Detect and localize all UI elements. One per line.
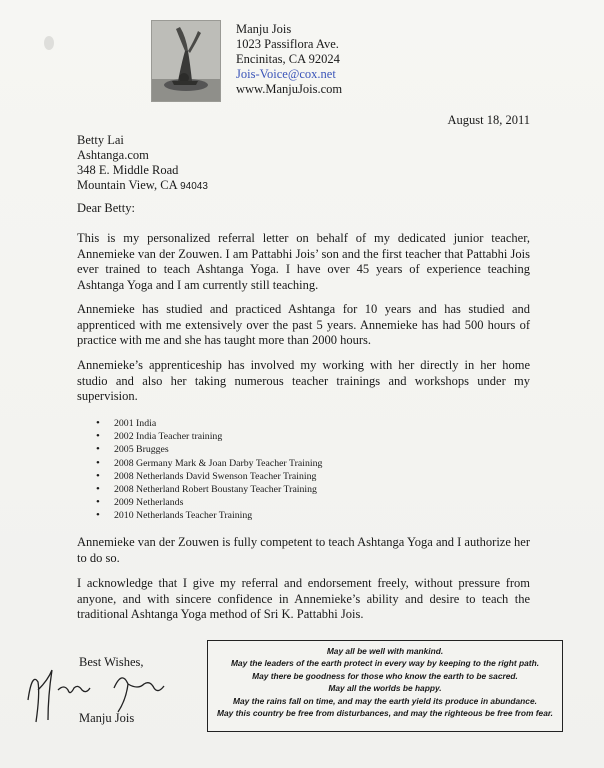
list-item: • 2010 Netherlands Teacher Training [96,509,322,522]
recipient-city-line [77,178,208,194]
list-item: • 2002 India Teacher training [96,430,322,443]
paragraph-acknowledgement: I acknowledge that I give my referral and endorsement freely, without pressure from anyone, and with sincere confidence in Annemieke’s ability and desire to teach the traditional Ashtanga Yoga method of Sri K. Pattabhi Jois. [77,576,530,621]
blessing-line: May all be well with mankind. [326,646,444,656]
recipient-zip: 94043 [180,181,208,192]
sender-email-link[interactable]: Jois-Voice@cox.net [236,67,336,81]
letterhead [236,22,342,97]
letterhead-photo [151,20,221,102]
yoga-pose-photo-icon [152,21,220,101]
scan-speck [44,36,54,50]
list-item: • 2009 Netherlands [96,496,322,509]
recipient-company: Ashtanga.com [77,148,149,162]
list-item: • 2008 Germany Mark & Joan Darby Teacher Training [96,457,322,470]
paragraph-experience: Annemieke has studied and practiced Ashtanga for 10 years and has studied and apprenticed with me extensively over the past 5 years. Annemieke has had 500 hours of practice with me and she has taught more than 2000 hours. [77,302,530,347]
recipient-street: 348 E. Middle Road [77,163,179,177]
sender-website: www.ManjuJois.com [236,82,343,96]
list-item: • 2005 Brugges [96,443,322,456]
paragraph-authorization: Annemieke van der Zouwen is fully competent to teach Ashtanga Yoga and I authorize her to do so. [77,535,530,565]
paragraph-apprenticeship: Annemieke’s apprenticeship has involved my working with her directly in her home studio and also her taking numerous teacher trainings and workshops under my supervision. [77,358,530,403]
salutation: Dear Betty: [77,201,135,215]
recipient-name: Betty Lai [77,133,124,147]
list-item: • 2001 India [96,417,322,430]
blessing-line: May the rains fall on time, and may the earth yield its produce in abundance. [233,695,537,706]
paragraph-intro: This is my personalized referral letter on behalf of my dedicated junior teacher, Annemieke van der Zouwen. I am Pattabhi Jois’ son and the first teacher that Pattabhi Jois ever trained to teach Ashtanga Yoga. I have over 45 years of experience teaching Ashtanga Yoga and I am currently still teaching. [77,231,530,292]
signature-name: Manju Jois [79,711,135,725]
blessing-line: May this country be free from disturbances, and may the righteous be free from fear. [216,708,553,719]
recipient-city: Mountain View, CA [77,178,177,192]
list-item: • 2008 Netherland Robert Boustany Teacher Training [96,483,322,496]
sender-city: Encinitas, CA 92024 [236,52,340,66]
training-list [96,417,322,523]
recipient-address [77,133,208,194]
blessing-line: May the leaders of the earth protect in every way by keeping to the right path. [230,658,540,669]
letter-date: August 18, 2011 [447,113,530,127]
blessing-box [207,640,563,732]
list-item: • 2008 Netherlands David Swenson Teacher Training [96,470,322,483]
blessing-line: May there be goodness for those who know the earth to be sacred. [252,670,518,681]
blessing-line: May all the worlds be happy. [328,683,442,694]
closing: Best Wishes, [79,655,144,669]
sender-name: Manju Jois [236,22,292,36]
sender-street: 1023 Passiflora Ave. [236,37,339,51]
